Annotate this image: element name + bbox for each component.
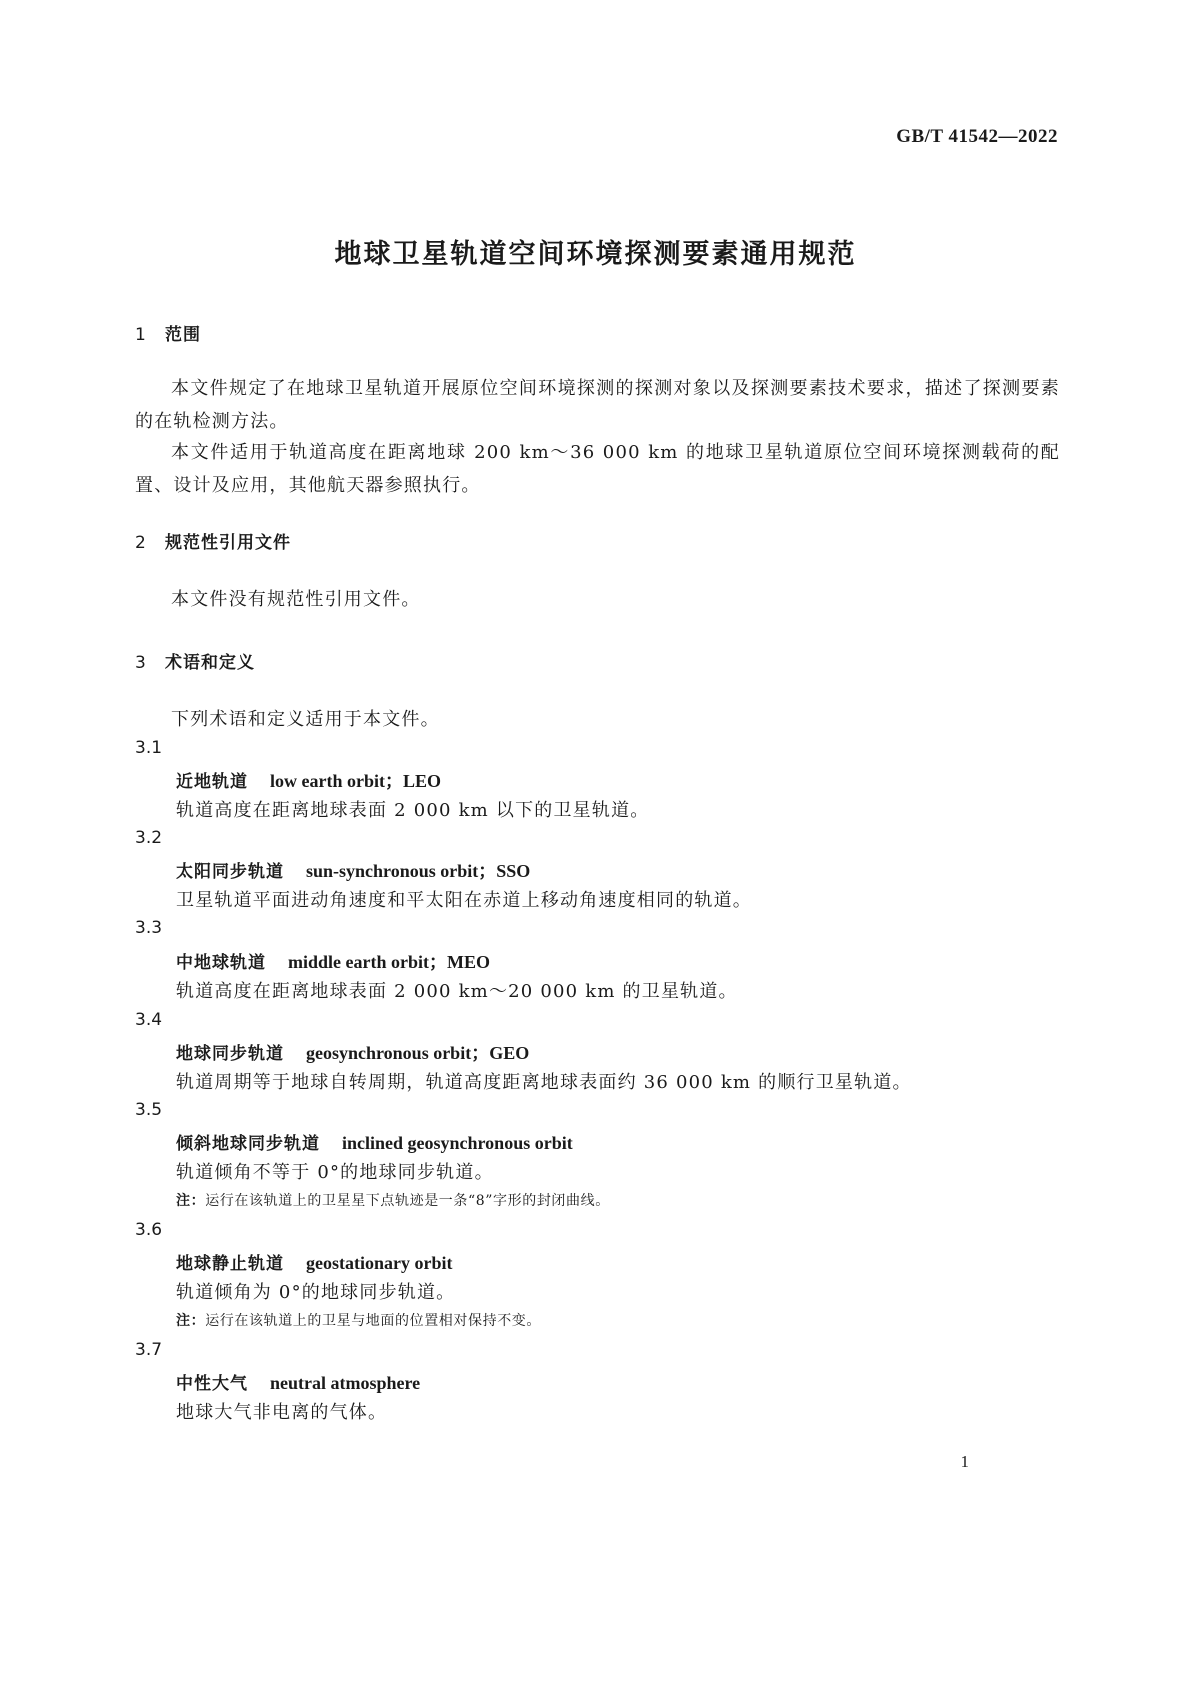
term-number: 3.3 [135, 918, 163, 938]
term-name-zh: 近地轨道 [176, 772, 248, 792]
term-name [176, 948, 490, 974]
document-title: 地球卫星轨道空间环境探测要素通用规范 [334, 239, 857, 270]
term-definition: 轨道倾角不等于 0°的地球同步轨道。 [176, 1162, 494, 1183]
term-name [176, 767, 441, 793]
term-name-en: sun-synchronous orbit；SSO [306, 861, 531, 881]
section-3-heading [135, 648, 255, 673]
scope-paragraph-1: 本文件规定了在地球卫星轨道开展原位空间环境探测的探测对象以及探测要素技术要求，描述了探测要素的在轨检测方法。 [135, 378, 1060, 432]
term-name [176, 1039, 529, 1065]
term-number: 3.6 [135, 1220, 163, 1240]
term-name-en: inclined geosynchronous orbit [342, 1133, 573, 1153]
term-number: 3.2 [135, 828, 163, 848]
section-1-heading [135, 320, 201, 345]
page-number: 1 [960, 1452, 969, 1471]
term-number: 3.1 [135, 738, 163, 758]
note-text: 运行在该轨道上的卫星星下点轨迹是一条“8”字形的封闭曲线。 [205, 1193, 610, 1209]
term-name-zh: 地球同步轨道 [176, 1044, 284, 1064]
scope-paragraph-2: 本文件适用于轨道高度在距离地球 200 km～36 000 km 的地球卫星轨道原位空间环境探测载荷的配置、设计及应用，其他航天器参照执行。 [135, 442, 1060, 496]
term-name [176, 857, 530, 883]
term-name-zh: 地球静止轨道 [176, 1254, 284, 1274]
term-name-zh: 中性大气 [176, 1374, 248, 1394]
term-name [176, 1369, 420, 1394]
term-name-en: neutral atmosphere [270, 1373, 421, 1393]
term-definition: 地球大气非电离的气体。 [176, 1402, 388, 1423]
term-name-en: geostationary orbit [306, 1253, 453, 1273]
term-name-zh: 中地球轨道 [176, 953, 266, 973]
section-number: 2 [135, 533, 147, 553]
term-definition: 轨道高度在距离地球表面 2 000 km 以下的卫星轨道。 [176, 800, 650, 821]
term-number: 3.4 [135, 1010, 163, 1030]
note-text: 运行在该轨道上的卫星与地面的位置相对保持不变。 [205, 1313, 542, 1329]
term-name [176, 1129, 573, 1154]
term-name-zh: 倾斜地球同步轨道 [176, 1134, 320, 1154]
section-number: 3 [135, 653, 147, 673]
term-number: 3.7 [135, 1340, 163, 1360]
term-name-en: middle earth orbit；MEO [288, 952, 490, 972]
term-definition: 轨道倾角为 0°的地球同步轨道。 [176, 1282, 456, 1303]
term-note [176, 1310, 541, 1330]
term-definition: 轨道高度在距离地球表面 2 000 km～20 000 km 的卫星轨道。 [176, 981, 738, 1002]
section-number: 1 [135, 325, 147, 345]
term-definition: 卫星轨道平面进动角速度和平太阳在赤道上移动角速度相同的轨道。 [176, 890, 752, 911]
term-number: 3.5 [135, 1100, 163, 1120]
term-name-zh: 太阳同步轨道 [176, 862, 284, 882]
document-code: GB/T 41542—2022 [896, 126, 1058, 147]
normative-references-paragraph: 本文件没有规范性引用文件。 [171, 589, 421, 610]
section-title: 术语和定义 [165, 653, 255, 673]
terms-intro-paragraph: 下列术语和定义适用于本文件。 [171, 709, 440, 730]
section-title: 规范性引用文件 [165, 533, 291, 553]
term-note [176, 1190, 610, 1210]
section-2-heading [135, 528, 291, 553]
term-name [176, 1249, 452, 1274]
term-definition: 轨道周期等于地球自转周期，轨道高度距离地球表面约 36 000 km 的顺行卫星轨道。 [176, 1072, 912, 1093]
term-name-en: low earth orbit；LEO [270, 771, 441, 791]
section-title: 范围 [165, 325, 201, 345]
term-name-en: geosynchronous orbit；GEO [306, 1043, 530, 1063]
note-label: 注： [176, 1193, 206, 1209]
note-label: 注： [176, 1313, 206, 1329]
